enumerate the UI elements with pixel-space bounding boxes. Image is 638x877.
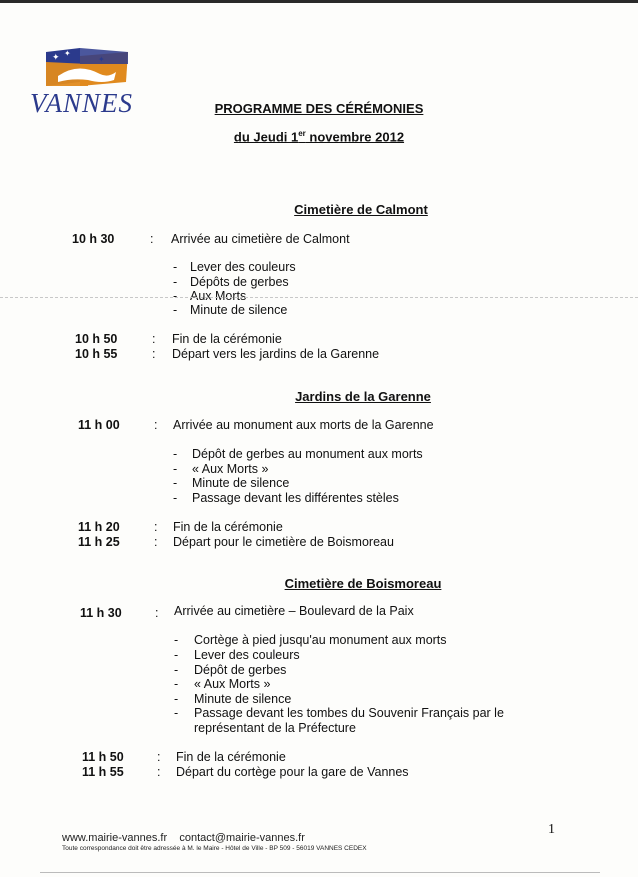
bullet-dash: - [174, 648, 179, 662]
section-title-calmont: Cimetière de Calmont [294, 202, 428, 217]
entry-time: 11 h 55 [82, 765, 124, 779]
bullet-dash: - [173, 260, 178, 274]
list-item: Dépôts de gerbes [190, 275, 289, 289]
bullet-dash: - [174, 692, 179, 706]
bullet-dash: - [173, 275, 178, 289]
list-item: Dépôt de gerbes au monument aux morts [192, 447, 423, 461]
entry-text: Arrivée au cimetière de Calmont [171, 232, 350, 246]
colon: : [157, 750, 161, 764]
colon: : [154, 520, 158, 534]
list-item: Minute de silence [194, 692, 292, 706]
list-item: Passage devant les tombes du Souvenir Français par le [194, 706, 504, 720]
colon: : [157, 765, 161, 779]
list-item: Lever des couleurs [190, 260, 296, 274]
svg-text:✦: ✦ [64, 49, 71, 58]
bullet-dash: - [174, 706, 179, 720]
svg-text:✦: ✦ [98, 55, 105, 64]
page-date: du Jeudi 1er novembre 2012 [233, 129, 405, 145]
entry-text: Fin de la cérémonie [173, 520, 283, 534]
entry-time: 10 h 55 [75, 347, 118, 361]
bullet-dash: - [174, 677, 179, 691]
entry-time: 10 h 30 [72, 232, 115, 246]
list-item-continuation: représentant de la Préfecture [194, 721, 356, 735]
entry-text: Fin de la cérémonie [172, 332, 282, 346]
colon: : [150, 232, 154, 246]
bullet-dash: - [173, 476, 178, 490]
scan-bottom-line [40, 872, 600, 873]
bullet-dash: - [174, 663, 179, 677]
scan-artifact-line [0, 297, 638, 299]
entry-text: Départ vers les jardins de la Garenne [172, 347, 380, 361]
list-item: Passage devant les différentes stèles [192, 491, 399, 505]
scan-top-border [0, 0, 638, 3]
entry-text: Départ pour le cimetière de Boismoreau [173, 535, 394, 549]
entry-text: Arrivée au monument aux morts de la Garenne [173, 418, 434, 432]
colon: : [152, 347, 156, 361]
footer-contact: www.mairie-vannes.fr contact@mairie-vannes.fr [62, 832, 305, 844]
entry-time: 11 h 50 [82, 750, 124, 764]
entry-time: 11 h 30 [80, 606, 122, 620]
list-item: « Aux Morts » [194, 677, 271, 691]
list-item: Cortège à pied jusqu'au monument aux morts [194, 633, 447, 647]
bullet-dash: - [173, 447, 178, 461]
entry-time: 11 h 00 [78, 418, 120, 432]
list-item: Aux Morts [190, 289, 247, 303]
bullet-dash: - [173, 491, 178, 505]
bullet-dash: - [173, 289, 178, 303]
list-item: Minute de silence [190, 303, 288, 317]
logo-wordmark: VANNES [30, 88, 133, 118]
section-title-boismoreau: Cimetière de Boismoreau [284, 576, 442, 591]
section-title-garenne: Jardins de la Garenne [295, 389, 431, 404]
list-item: Minute de silence [192, 476, 290, 490]
bullet-dash: - [174, 633, 179, 647]
entry-text: Départ du cortège pour la gare de Vannes [176, 765, 409, 779]
entry-time: 11 h 25 [78, 535, 120, 549]
list-item: Dépôt de gerbes [194, 663, 287, 677]
bullet-dash: - [173, 462, 178, 476]
entry-text: Fin de la cérémonie [176, 750, 286, 764]
list-item: « Aux Morts » [192, 462, 269, 476]
colon: : [152, 332, 156, 346]
entry-time: 10 h 50 [75, 332, 118, 346]
colon: : [155, 606, 159, 620]
page-title: PROGRAMME DES CÉRÉMONIES [214, 101, 424, 116]
colon: : [154, 418, 158, 432]
page-number: 1 [548, 822, 555, 837]
entry-time: 11 h 20 [78, 520, 120, 534]
entry-text: Arrivée au cimetière – Boulevard de la Paix [174, 604, 414, 618]
footer-note: Toute correspondance doit être adressée à M. le Maire - Hôtel de Ville - BP 509 - 56019 VANNES CEDEX [62, 845, 367, 852]
svg-text:✦: ✦ [52, 52, 60, 62]
colon: : [154, 535, 158, 549]
bullet-dash: - [173, 303, 178, 317]
list-item: Lever des couleurs [194, 648, 300, 662]
